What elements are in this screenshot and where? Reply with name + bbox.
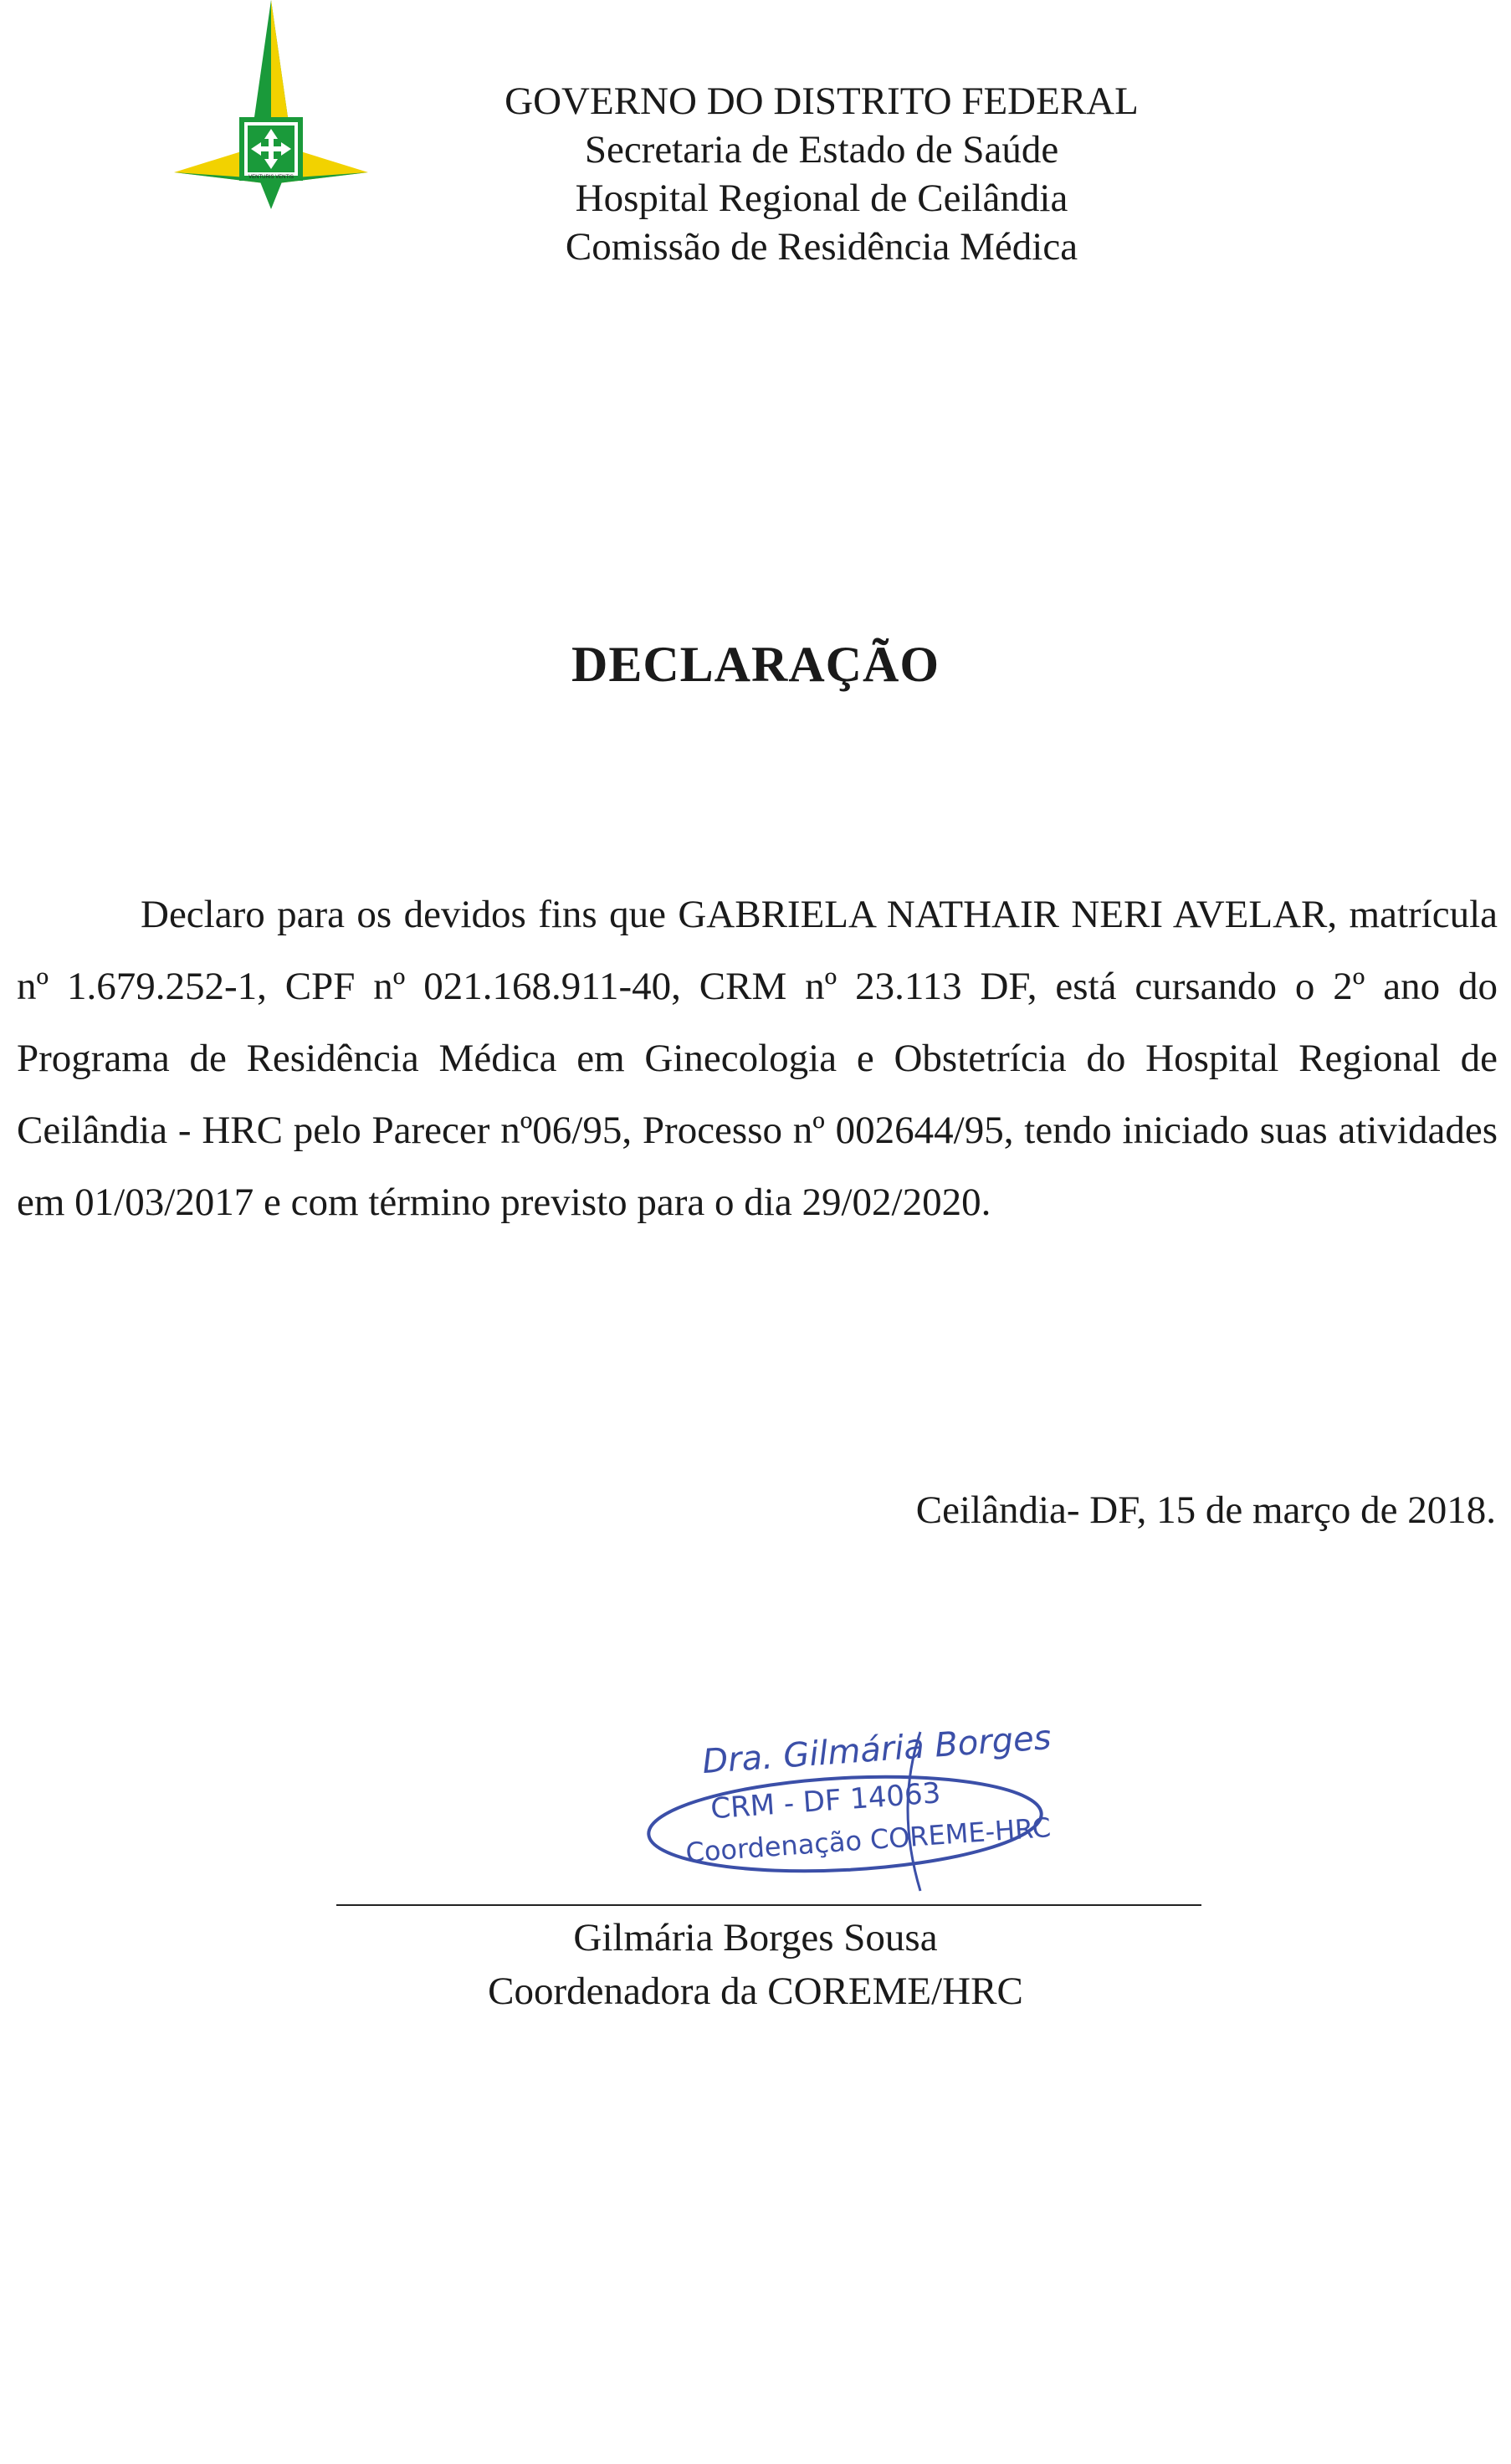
emblem-motto: VENTURIS VENTIS [248,175,294,180]
stamp-coreme: Coordenação COREME-HRC [684,1811,1053,1869]
header-secretariat: Secretaria de Estado de Saúde [584,128,1059,172]
declaration-body: Declaro para os devidos fins que GABRIELA NATHAIR NERI AVELAR, matrícula nº 1.679.252-1, CPF nº 021.168.911-40, CRM nº 23.113 DF, está cursando o 2º ano do Programa de Residência Médica em Ginecologia e Obstetrícia do Hospital Regional de Ceilândia - HRC pelo Parecer nº06/95, Processo nº 002644/95, tendo iniciado suas atividades em 01/03/2017 e com término previsto para o dia 29/02/2020. [17,893,1498,1224]
stamp-name: Dra. Gilmária Borges [700,1719,1053,1782]
signer-block [0,1911,1511,2018]
signer-name: Gilmária Borges Sousa [573,1916,938,1959]
signature-line [336,1904,1201,1906]
stamp-crm: CRM - DF 14063 [709,1776,942,1826]
document-header [469,77,1175,271]
document-title: DECLARAÇÃO [571,637,940,692]
signer-role: Coordenadora da COREME/HRC [488,1970,1023,2013]
header-hospital: Hospital Regional de Ceilândia [575,177,1068,220]
header-commission: Comissão de Residência Médica [565,225,1078,269]
place-date: Ceilândia- DF, 15 de março de 2018. [915,1488,1496,1532]
signature-stamp [644,1707,1063,1899]
header-government: GOVERNO DO DISTRITO FEDERAL [505,79,1139,123]
gdf-emblem-logo [174,0,368,209]
